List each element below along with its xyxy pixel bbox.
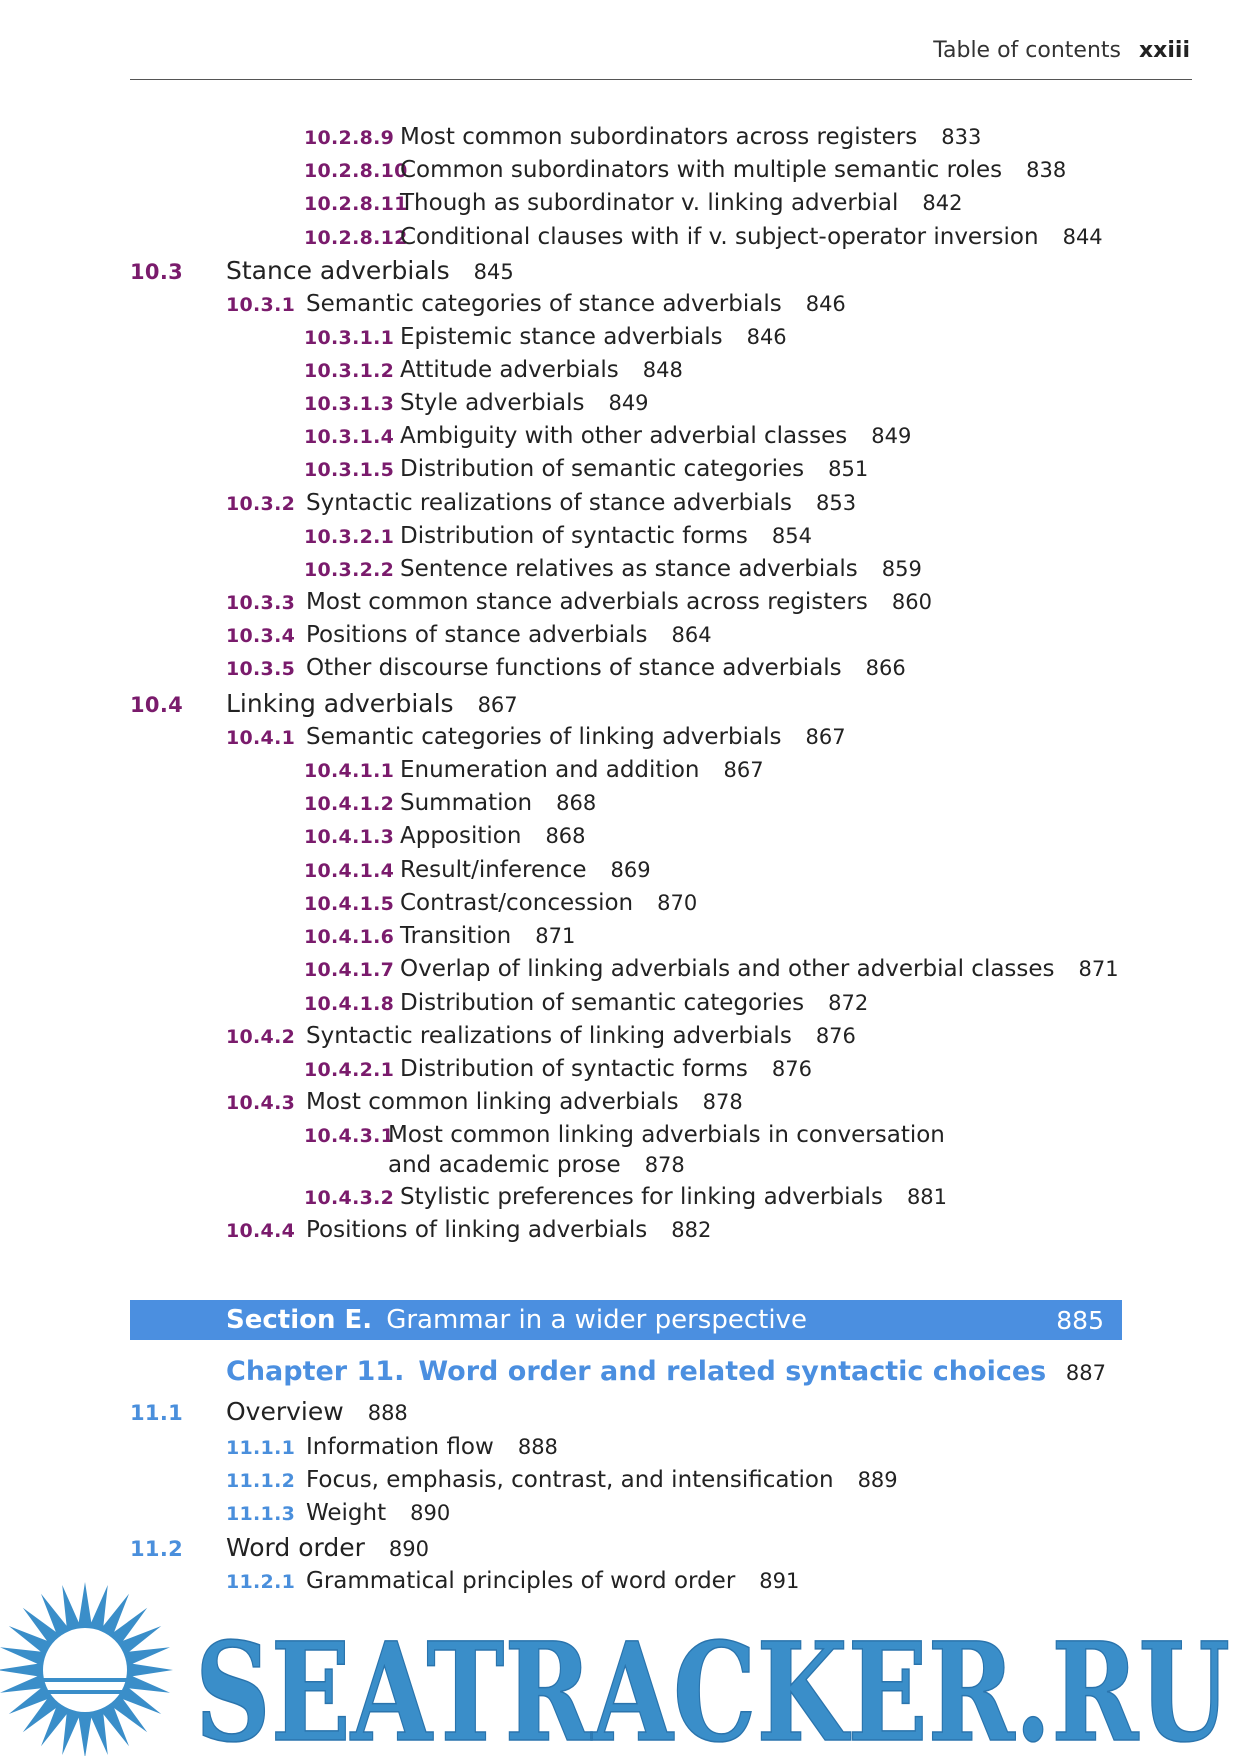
watermark-text: SEATRACKER.RU (195, 1613, 1230, 1756)
toc-entry[interactable] (226, 289, 846, 320)
toc-entry[interactable] (304, 855, 651, 886)
toc-entry-number: 10.4.3.1 (304, 1125, 395, 1147)
toc-entry[interactable] (304, 421, 911, 452)
toc-entry-number: 11.1.2 (226, 1470, 296, 1492)
toc-entry-page: 838 (1026, 158, 1067, 182)
toc-entry-page: 849 (871, 424, 912, 448)
toc-entry-title: Overlap of linking adverbials and other adverbial classes (400, 956, 1055, 982)
toc-entry-title: Distribution of syntactic forms (400, 523, 748, 549)
toc-entry-page: 890 (388, 1537, 429, 1561)
toc-entry-page: 845 (473, 260, 514, 284)
toc-entry-page: 867 (723, 758, 764, 782)
toc-entry-page: 878 (644, 1153, 685, 1177)
toc-entry[interactable] (226, 722, 846, 753)
toc-entry-page: 871 (1078, 957, 1119, 981)
toc-entry-title: Word order (226, 1533, 365, 1562)
toc-entry-page: 870 (657, 891, 698, 915)
toc-entry[interactable] (226, 620, 712, 651)
toc-entry[interactable] (226, 1498, 450, 1529)
toc-entry-title: Positions of stance adverbials (306, 622, 648, 648)
toc-entry[interactable] (304, 755, 764, 786)
toc-entry-page: 846 (805, 292, 846, 316)
toc-entry-number: 10.4.1.3 (304, 826, 395, 848)
section-page: 885 (1056, 1305, 1104, 1335)
toc-entry[interactable] (226, 488, 856, 519)
toc-entry[interactable] (226, 1087, 743, 1118)
chapter-heading[interactable] (226, 1356, 1106, 1387)
toc-entry[interactable] (304, 921, 575, 952)
toc-entry-title: Semantic categories of stance adverbials (306, 291, 782, 317)
toc-entry-title: Most common linking adverbials in conversation (388, 1122, 945, 1148)
watermark-logo (0, 1580, 1245, 1756)
toc-entry-number: 10.2.8.11 (304, 193, 408, 215)
toc-entry-number: 10.4.3 (226, 1092, 296, 1114)
toc-entry-title: Distribution of syntactic forms (400, 1056, 748, 1082)
toc-entry[interactable] (130, 1397, 408, 1428)
running-title: Table of contents (933, 38, 1121, 63)
toc-entry-title: Most common subordinators across registers (400, 124, 918, 150)
sun-core (43, 1628, 127, 1712)
toc-entry-page: 848 (642, 358, 683, 382)
toc-entry-page: 860 (891, 590, 932, 614)
toc-entry-title: Focus, emphasis, contrast, and intensification (306, 1467, 834, 1493)
toc-entry-number: 10.3.2.2 (304, 559, 395, 581)
toc-entry-number: 10.4.1.4 (304, 860, 395, 882)
header-rule (130, 79, 1192, 80)
toc-entry[interactable] (304, 222, 1103, 253)
toc-entry-number: 10.4.1.1 (304, 760, 395, 782)
toc-entry-title: Though as subordinator v. linking adverbial (400, 190, 899, 216)
toc-entry[interactable] (226, 587, 932, 618)
toc-entry-title: Semantic categories of linking adverbials (306, 724, 782, 750)
toc-entry[interactable] (304, 521, 812, 552)
toc-entry-number: 10.4.4 (226, 1220, 296, 1242)
toc-entry-number: 11.1.1 (226, 1437, 296, 1459)
toc-entry[interactable] (226, 1465, 898, 1496)
sun-burst-icon (0, 1582, 173, 1756)
toc-entry-number: 10.4.1.8 (304, 993, 395, 1015)
toc-entry-number: 10.3.1.1 (304, 327, 395, 349)
toc-entry-title: Syntactic realizations of stance adverbials (306, 490, 793, 516)
running-header (933, 38, 1190, 63)
toc-entry[interactable] (304, 1120, 945, 1180)
toc-entry[interactable] (304, 821, 586, 852)
toc-entry-title: Epistemic stance adverbials (400, 324, 723, 350)
toc-entry-title: Syntactic realizations of linking adverbials (306, 1023, 792, 1049)
toc-entry-title: Attitude adverbials (400, 357, 619, 383)
toc-entry-page: 854 (771, 524, 812, 548)
toc-entry-title: Common subordinators with multiple semantic roles (400, 157, 1003, 183)
toc-entry-title: Distribution of semantic categories (400, 456, 805, 482)
toc-entry-number: 10.3.1.4 (304, 426, 395, 448)
toc-entry-number: 10.3.4 (226, 625, 296, 647)
toc-entry-page: 866 (865, 656, 906, 680)
toc-entry[interactable] (226, 1021, 856, 1052)
toc-entry-page: 889 (857, 1468, 898, 1492)
toc-entry-title: Weight (306, 1500, 387, 1526)
toc-entry-page: 888 (517, 1435, 558, 1459)
toc-entry-number: 10.2.8.9 (304, 127, 395, 149)
chapter-page: 887 (1065, 1361, 1106, 1385)
toc-entry[interactable] (130, 1533, 429, 1564)
section-label: Section E. (226, 1305, 373, 1335)
chapter-label: Chapter 11. (226, 1356, 405, 1387)
toc-entry-title: Style adverbials (400, 390, 585, 416)
toc-entry-page: 881 (906, 1185, 948, 1209)
toc-entry[interactable] (226, 1215, 711, 1246)
toc-entry-title-block (388, 1120, 945, 1180)
toc-entry-number: 11.2.1 (226, 1571, 296, 1593)
toc-entry-title-continued: and academic prose (388, 1152, 621, 1178)
toc-entry-title: Summation (400, 790, 533, 816)
toc-entry-number: 10.3.3 (226, 592, 296, 614)
toc-entry-number: 10.4.1.2 (304, 793, 395, 815)
toc-entry-page: 867 (477, 693, 518, 717)
page-number: xxiii (1138, 38, 1190, 63)
toc-entry-number: 10.4 (130, 693, 184, 717)
toc-entry-page: 859 (881, 557, 922, 581)
toc-entry[interactable] (304, 988, 868, 1019)
toc-entry[interactable] (130, 689, 518, 720)
toc-entry-page: 882 (671, 1218, 712, 1242)
toc-entry-number: 10.3.1.3 (304, 393, 395, 415)
toc-entry[interactable] (304, 888, 697, 919)
toc-entry-number: 10.4.2.1 (304, 1059, 395, 1081)
toc-entry-title: Contrast/concession (400, 890, 634, 916)
chapter-title: Word order and related syntactic choices (418, 1356, 1047, 1387)
toc-entry[interactable] (304, 1054, 812, 1085)
toc-entry-number: 10.4.1.5 (304, 893, 395, 915)
toc-entry[interactable] (304, 454, 868, 485)
toc-entry-number: 11.1.3 (226, 1503, 296, 1525)
toc-entry-number: 11.1 (130, 1401, 184, 1425)
section-title: Grammar in a wider perspective (386, 1305, 807, 1335)
toc-entry[interactable] (304, 1182, 947, 1213)
toc-entry-title: Most common linking adverbials (306, 1089, 679, 1115)
toc-entry-number: 10.3.5 (226, 658, 296, 680)
toc-entry-title: Stance adverbials (226, 256, 450, 285)
toc-entry-title: Sentence relatives as stance adverbials (400, 556, 858, 582)
toc-entry-page: 876 (771, 1057, 812, 1081)
toc-entry-number: 10.3.2.1 (304, 526, 395, 548)
toc-entry-title: Other discourse functions of stance adverbials (306, 655, 842, 681)
toc-entry-title: Information flow (306, 1434, 494, 1460)
toc-entry-number: 10.3 (130, 260, 184, 284)
toc-entry-title: Apposition (400, 823, 522, 849)
toc-entry-page: 891 (759, 1569, 800, 1593)
toc-entry[interactable] (130, 256, 514, 287)
toc-entry-number: 10.2.8.12 (304, 227, 408, 249)
toc-entry-page: 868 (556, 791, 597, 815)
toc-entry-number: 10.4.3.2 (304, 1187, 395, 1209)
toc-entry[interactable] (304, 322, 787, 353)
toc-entry-page: 871 (535, 924, 576, 948)
toc-entry-title: Distribution of semantic categories (400, 990, 805, 1016)
toc-entry-page: 842 (922, 191, 963, 215)
toc-entry[interactable] (304, 188, 962, 219)
toc-entry-number: 10.3.2 (226, 493, 296, 515)
section-banner[interactable] (130, 1300, 1122, 1340)
toc-entry[interactable] (226, 1432, 558, 1463)
toc-entry-number: 10.3.1.2 (304, 360, 395, 382)
toc-entry-page: 876 (815, 1024, 856, 1048)
toc-entry[interactable] (304, 388, 649, 419)
toc-entry-title: Result/inference (400, 857, 587, 883)
toc-entry-title: Enumeration and addition (400, 757, 700, 783)
toc-entry-page: 868 (545, 824, 586, 848)
toc-entry-page: 869 (610, 858, 651, 882)
toc-entry-page: 872 (828, 991, 869, 1015)
toc-entry-page: 867 (805, 725, 846, 749)
toc-entry-page: 853 (816, 491, 857, 515)
toc-entry-title: Most common stance adverbials across registers (306, 589, 868, 615)
toc-entry-title: Grammatical principles of word order (306, 1568, 736, 1594)
toc-entry-page: 851 (828, 457, 869, 481)
toc-entry-number: 10.3.1 (226, 294, 296, 316)
toc-entry-title: Conditional clauses with if v. subject-operator inversion (400, 224, 1039, 250)
toc-entry-number: 10.4.1.6 (304, 926, 395, 948)
toc-entry-title: Stylistic preferences for linking adverbials (400, 1184, 883, 1210)
toc-entry-number: 10.3.1.5 (304, 459, 395, 481)
toc-entry-page: 888 (367, 1401, 408, 1425)
toc-entry-page: 864 (671, 623, 712, 647)
toc-entry-title: Overview (226, 1397, 344, 1426)
toc-entry-page: 833 (941, 125, 982, 149)
toc-entry-page: 878 (702, 1090, 743, 1114)
toc-entry[interactable] (304, 954, 1119, 985)
toc-entry[interactable] (304, 355, 683, 386)
toc-entry-page: 844 (1062, 225, 1103, 249)
toc-entry-title: Linking adverbials (226, 689, 454, 718)
toc-entry-page: 890 (410, 1501, 451, 1525)
toc-entry[interactable] (304, 155, 1066, 186)
toc-entry-number: 10.4.2 (226, 1026, 296, 1048)
toc-entry-number: 10.2.8.10 (304, 160, 408, 182)
toc-entry[interactable] (304, 554, 922, 585)
toc-entry-number: 10.4.1 (226, 727, 296, 749)
toc-entry-title: Ambiguity with other adverbial classes (400, 423, 848, 449)
toc-entry-title: Positions of linking adverbials (306, 1217, 648, 1243)
toc-entry-number: 10.4.1.7 (304, 959, 395, 981)
toc-entry[interactable] (304, 788, 596, 819)
toc-entry-number: 11.2 (130, 1537, 184, 1561)
toc-entry-page: 849 (608, 391, 649, 415)
toc-entry-page: 846 (746, 325, 787, 349)
toc-entry[interactable] (304, 122, 981, 153)
toc-entry[interactable] (226, 653, 906, 684)
toc-entry-title: Transition (400, 923, 512, 949)
